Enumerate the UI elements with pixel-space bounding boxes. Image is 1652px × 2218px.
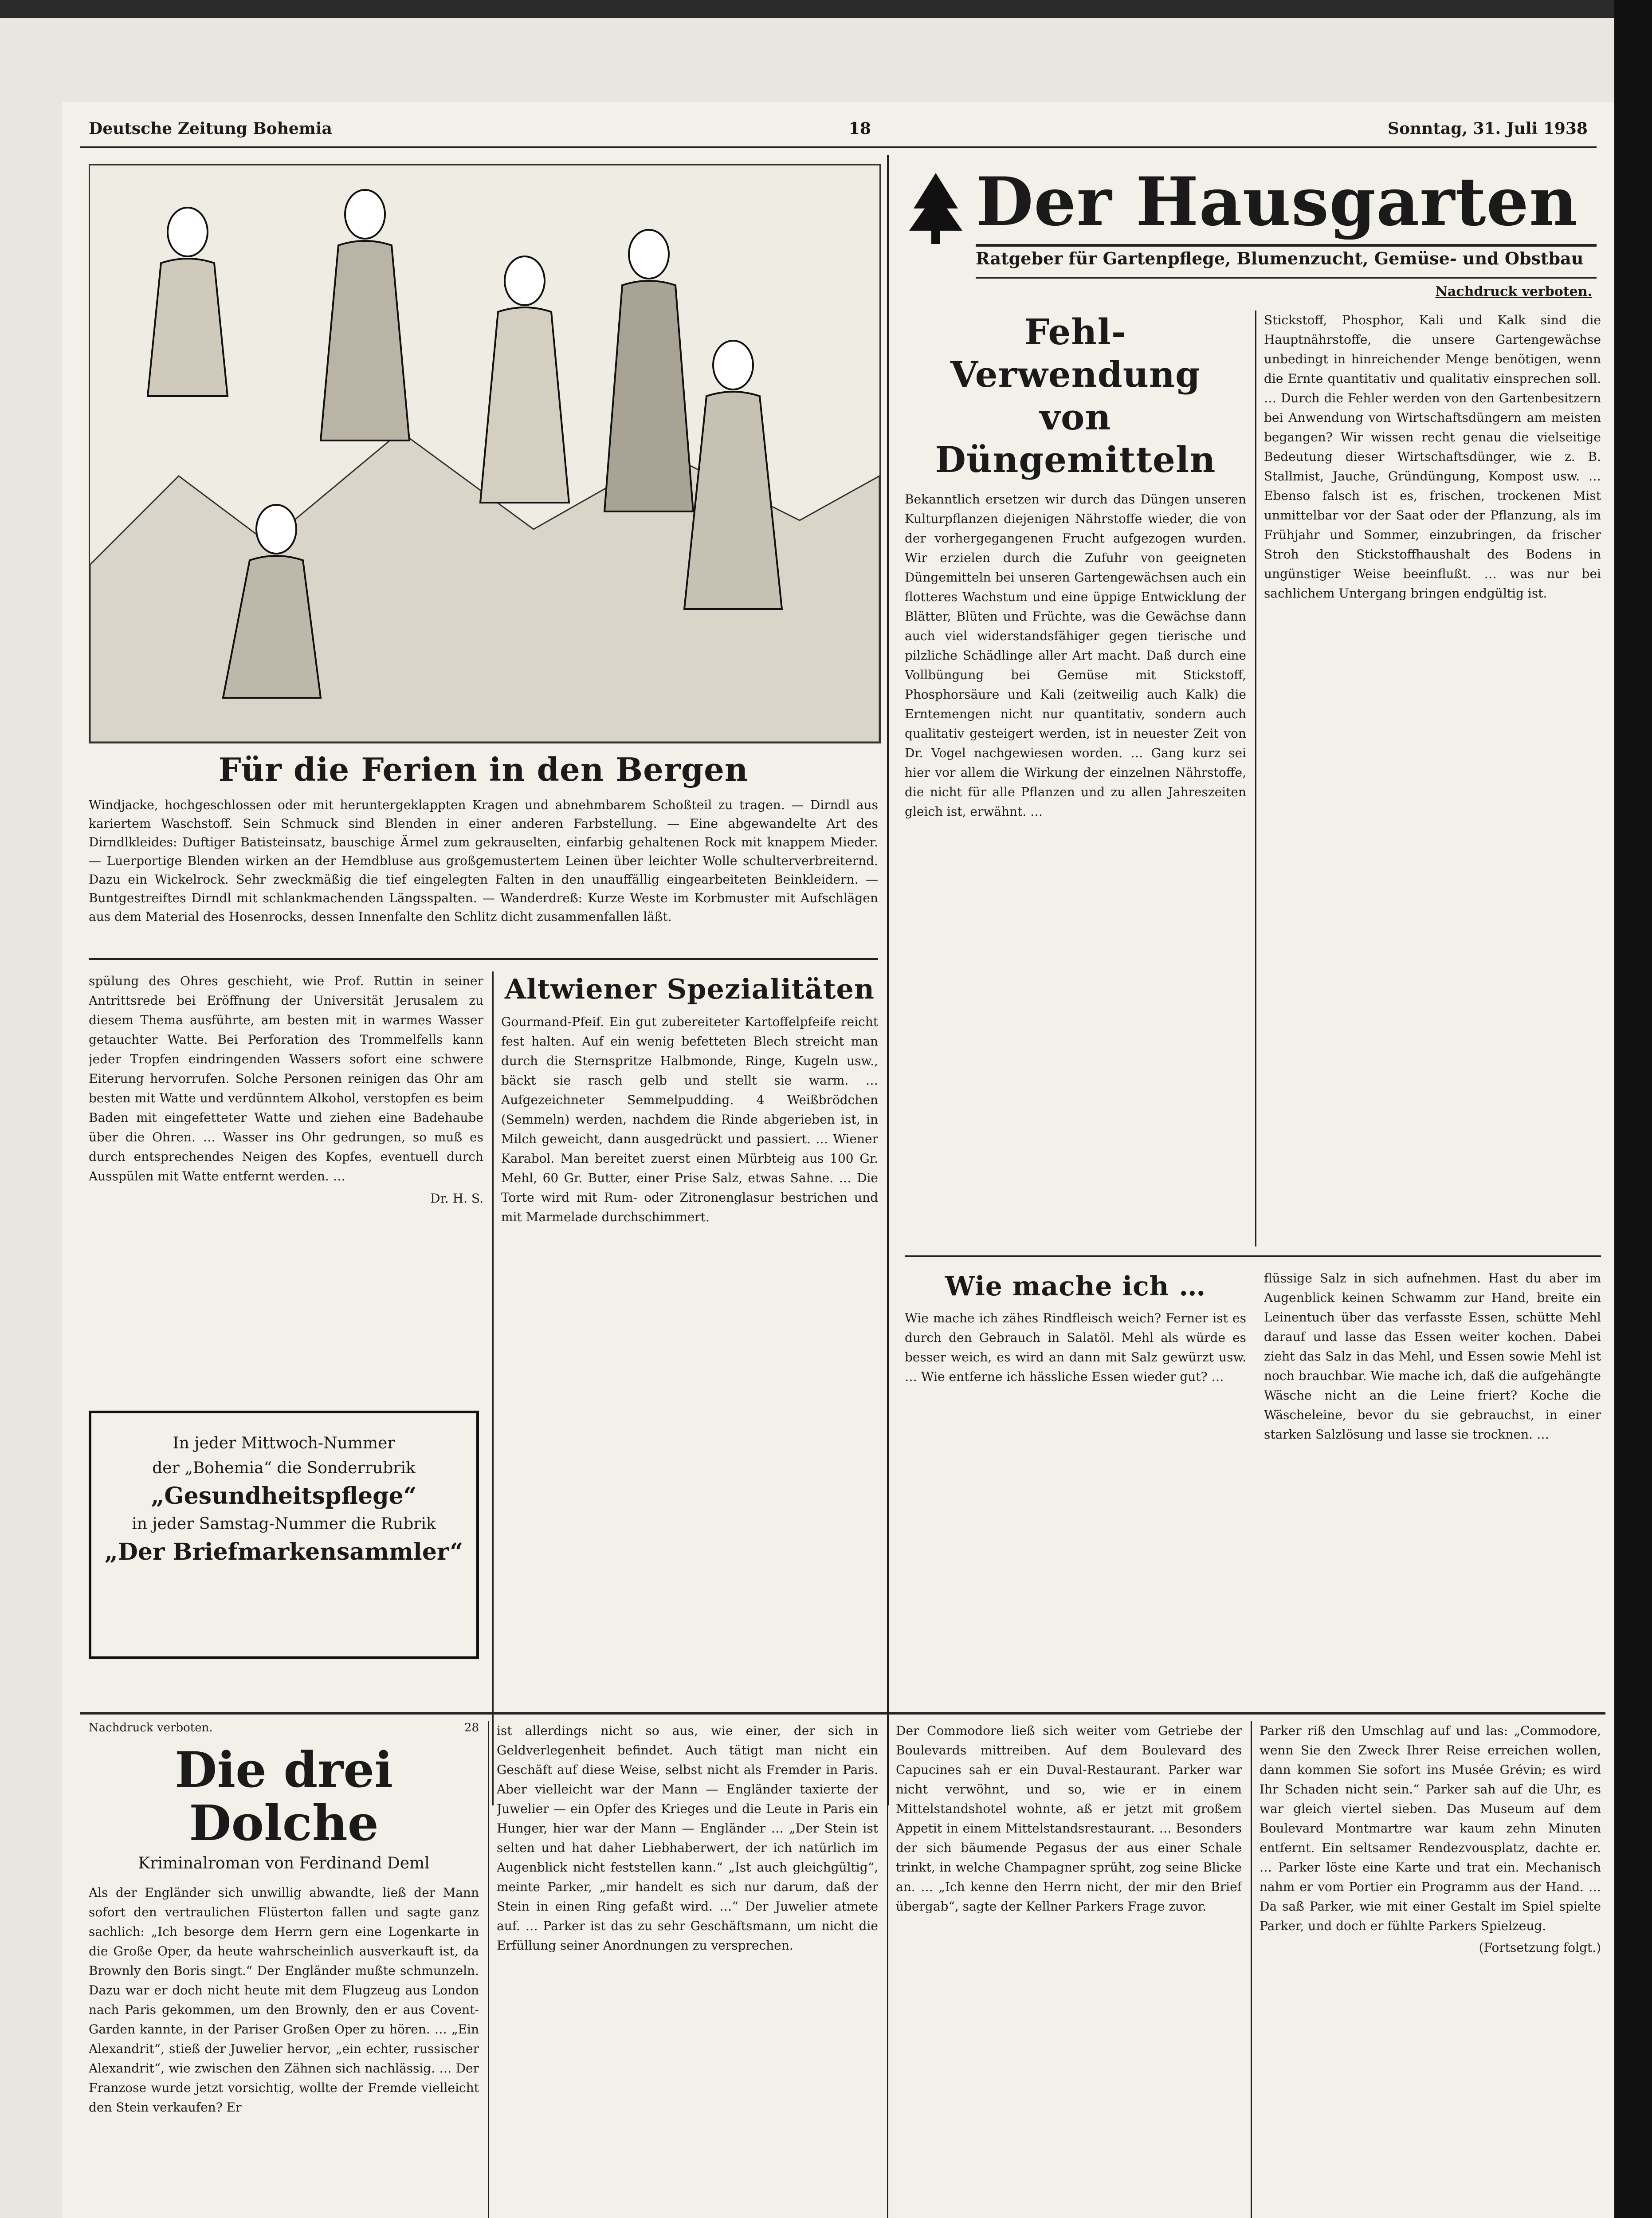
ear-article-author: Dr. H. S. [430, 1191, 483, 1206]
women-hiking-illustration [90, 165, 879, 742]
serial-text-col1: Als der Engländer sich unwillig abwandte, ließ der Mann sofort den vertraulichen Flüsterton fallen und sagte ganz sachlich: „Ich besorge dem Herrn gern eine Logenkarte in die Große Oper, da heute wahrscheinlich ausverkauft ist, da Brownly den Boris singt.“ Der Engländer mußte schmunzeln. Dazu war er doch nicht heute mit dem Flugzeug aus London nach Paris gekommen, um den Brownly, den er aus Covent-Garden kannte, in der Pariser Großen Oper zu hören. … „Ein Alexandrit“, stieß der Juwelier hervor, „ein echter, russischer Alexandrit“, wie zwischen den Zähnen sich nachlässig. … Der Franzose wurde jetzt vorsichtig, wollte der Fremde vielleicht den Stein verkaufen? Er [89, 1885, 479, 2115]
running-header [89, 115, 1588, 142]
serial-rule-3 [1251, 1721, 1252, 2218]
serial-text-col3: Der Commodore ließ sich weiter vom Getriebe der Boulevards mittreiben. Auf dem Boulevard des Capucines sah er ein Duval-Restaurant. Parker war nicht verwöhnt, und so, wie er in einem Mittelstandshotel wohnte, aß er jetzt mit großem Appetit in einem Mittelstandsrestaurant. … Besonders der sich bäumende Pegasus der aus einer Schale trinkt, in welche Champagner sprüht, zog seine Blicke an. … „Ich kenne den Herrn nicht, der mir den Brief übergab“, sagte der Kellner Parkers Frage zuvor. [896, 1723, 1242, 1914]
scan-top-edge [0, 0, 1652, 18]
fashion-illustration [89, 164, 881, 743]
duenger-text-col2: Stickstoff, Phosphor, Kali und Kalk sind die Haupt‍nährstoffe, die unsere Gartengewächse unbedingt in hinreichender Menge benötigen, wenn die Ernte quantitativ und qualitativ einsprechen soll. … Durch die Fehler werden von den Gartenbesitzern bei Anwendung von Wirtschaftsdüngern am meisten begangen? Wir wissen recht genau die vielseitige Bedeutung dieser Wirtschaftsdünger, wie z. B. Stallmist, Jauche, Gründüngung, Kompost usw. … Ebenso falsch ist es, frischen, trockenen Mist unmittelbar vor der Saat oder der Pflanzung, als im Frühjahr und Sommer, einzubringen, da frischer Stroh den Stickstoffhaushalt des Bodens in ungünstiger Weise beeinflußt. … was nur bei sachlichem Untergang bringen endgültig ist. [1264, 313, 1601, 601]
promo-line-1: In jeder Mittwoch-Nummer [173, 1434, 395, 1452]
altwiener-text: Gourmand-Pfeif. Ein gut zubereiteter Kartoffelpfeife reicht fest halten. Auf ein wenig befetteten Blech streicht man durch die Sternspritze Halbmonde, Ringe, Kugeln usw., bäckt sie rasch gelb und stellt sie warm. … Aufgezeichneter Semmelpudding. 4 Weißbrödchen (Semmeln) werden, nachdem die Rinde abgerieben ist, in Milch geweicht, dann ausgedrückt und passiert. … Wiener Karabol. Man bereitet zuerst einen Mürbteig aus 100 Gr. Mehl, 60 Gr. Butter, einer Prise Salz, etwas Sahne. … Die Torte wird mit Rum- oder Zitronenglasur bestrichen und mit Marmelade durchschimmert. [501, 1015, 878, 1224]
serial-text-col4: Parker riß den Umschlag auf und las: „Commodore, wenn Sie den Zweck Ihrer Reise erreichen wollen, dann kommen Sie sofort ins Musée Grévin; es wird Ihr Schaden nicht sein.“ Parker sah auf die Uhr, es war gleich viertel sieben. Das Museum auf dem Boulevard Montmartre war kaum zehn Minuten entfernt. Ein seltsamer Rendezvousplatz, dachte er. … Parker löste eine Karte und trat ein. Mechanisch nahm er vom Portier ein Programm aus der Hand. … Da saß Parker, wie mit einer Gestalt im Spiel spielte Parker, und doch er fühlte Parkers Spielzeug. [1260, 1723, 1601, 1933]
hausgarten-notice: Nachdruck verboten. [1435, 284, 1592, 299]
center-divider [887, 155, 889, 1805]
serial-rule-1 [488, 1721, 489, 2218]
serial-col1 [89, 1721, 479, 2218]
fashion-article [89, 750, 878, 945]
masthead-rule [976, 244, 1597, 247]
serial-col4 [1260, 1721, 1601, 2218]
garden-tree-icon [905, 169, 967, 248]
ear-article-text: spülung des Ohres geschieht, wie Prof. Ruttin in seiner Antrittsrede bei Eröffnung der Universität Jerusalem zu diesem Thema ausführte, am besten mit in warmes Wasser getauchter Watte. Bei Perforation des Trommelfells kann jeder Tropfen eindringenden Wassers sofort eine schwere Eiterung hervorrufen. Solche Personen reinigen das Ohr am besten mit Watte und verdünntem Alkohol, verstopfen es beim Baden mit eingefetteter Watte und ziehen eine Badehaube über die Ohren. … Wasser ins Ohr gedrungen, so muß es durch entsprechendes Neigen des Kopfes, eventuell durch Ausspülen mit Watte entfernt werden. … [89, 974, 483, 1184]
fashion-caption: Windjacke, hochgeschlossen oder mit heruntergeklappten Kragen und abnehmbarem Schoßteil zu tragen. — Dirndl aus kariertem Waschstoff. Sein Schmuck sind Blenden in einer anderen Farbstellung. — Eine abgewandelte Art des Dirndlkleides: Duftiger Batisteinsatz, bauschige Ärmel zum gekrauselten, einfarbig gehaltenen Rock mit knappem Mieder. — Luerportige Blenden wirken an der Hemdbluse aus großgemustertem Leinen über leichter Wolle schulterverbreiternd. Dazu ein Wickelrock. Sehr zweckmäßig die tief eingelegten Falten in den unauffällig eingearbeiteten Beinkleidern. — Buntgestreiftes Dirndl mit schlankmachenden Längsspalten. — Wanderdreß: Kurze Weste im Korbmuster mit Aufschlägen aus dem Material des Hosenrocks, dessen Innenfalte den Schlitz dicht zusammenfallen läßt. [89, 798, 878, 924]
page-number: 18 [848, 119, 871, 138]
serial-number: 28 [464, 1721, 479, 1734]
altwiener-article [501, 971, 878, 1805]
garden-column-rule [1255, 311, 1256, 1247]
serial-title: Die drei Dolche [174, 1741, 393, 1852]
duenger-title-line1: Fehl-Verwendung [950, 311, 1201, 395]
column-rule [492, 971, 494, 1805]
section-rule-left [89, 958, 878, 960]
newspaper-name: Deutsche Zeitung Bohemia [89, 119, 332, 138]
duenger-article [905, 311, 1246, 1242]
ear-article [89, 971, 483, 1402]
serial-notice: Nachdruck verboten. [89, 1721, 213, 1734]
wie-mache-text-col2: flüssige Salz in sich aufnehmen. Hast du aber im Augenblick keinen Schwamm zur Hand, breite ein Leinentuch über das verfasste Essen, schütte Mehl darauf und lasse das Essen weiter kochen. Dabei zieht das Salz in das Mehl, und Essen sowie Mehl ist noch brauchbar. Wie mache ich, daß die aufgehängte Wäsche nicht an die Leine friert? Koche die Wäscheleine, bevor du sie gebrauchst, in einer starken Salzlösung und lasse sie trocknen. … [1264, 1271, 1601, 1442]
duenger-text-col1: Bekanntlich ersetzen wir durch das Düngen unseren Kulturpflanzen diejenigen Nährstoffe wieder, die von der vorhergegangenen Frucht aufgezogen wurden. Wir erzielen durch die Zufuhr von geeigneten Düngemitteln bei unseren Gartengewächsen auch ein flotteres Wachstum und eine üppige Entwicklung der Blätter, Blüten und Früchte, was die Gewächse dann auch viel widerstandsfähiger gegen tierische und pilzliche Schädlinge aller Art macht. Daß durch eine Vollbüngung bei Gemüse mit Stickstoff, Phosphorsäure und Kali (zeitweilig auch Kalk) die Ernteme‍ngen nicht nur quantitativ, sondern auch qualitativ gesteigert werden, ist in neuester Zeit von Dr. Vogel nachgewiesen worden. … Gang kurz sei hier vor allem die Wirkung der einzelnen Nährstoffe, die nicht für alle Pflanzen und zu allen Jahreszeiten gleich ist, erwähnt. … [905, 492, 1246, 819]
promo-line-3: in jeder Samstag-Nummer die Rubrik [132, 1515, 436, 1533]
hausgarten-masthead: Der Hausgarten [976, 164, 1578, 240]
duenger-title-line2: von Düngemitteln [935, 396, 1216, 480]
promo-line-2: der „Bohemia“ die Sonderrubrik [152, 1459, 416, 1477]
serial-subtitle: Kriminalroman von Ferdinand Deml [138, 1854, 430, 1872]
issue-date: Sonntag, 31. Juli 1938 [1387, 119, 1588, 138]
promo-rubric-health: „Gesundheitspflege“ [151, 1483, 417, 1510]
hausgarten-subtitle: Ratgeber für Gartenpflege, Blumenzucht, Gemüse- und Obstbau [976, 248, 1584, 268]
newspaper-page [62, 102, 1614, 2218]
serial-rule-2 [887, 1721, 888, 2218]
scan-right-edge [1614, 0, 1652, 2218]
wie-mache-rule [905, 1255, 1601, 1257]
wie-mache-text-col1: Wie mache ich zähes Rindfleisch weich? Ferner ist es durch den Gebrauch in Salatöl. Mehl als würde es besser weich, es wird an dann mit Salz gewürzt usw. … Wie entferne ich hässliche Essen wieder gut? … [905, 1311, 1246, 1384]
wie-mache-title: Wie mache ich … [945, 1271, 1206, 1302]
subtitle-rule [976, 277, 1597, 279]
altwiener-title: Altwiener Spezialitäten [504, 973, 875, 1005]
serial-text-col2: ist allerdings nicht so aus, wie einer, der sich in Geldverlegenheit befindet. Auch tätigt man nicht ein Geschäft auf diese Weise, selbst nicht als Fremder in Paris. Aber vielleicht war der Mann — Engländer taxierte der Juwelier — ein Opfer des Krieges und die Leute in Paris ein Hunger, hier war der Mann — Engländer … „Der Stein ist selten und hat daher Liebhaberwert, der ich natürlich im Augenblick nicht feststellen kann.“ „Ist auch gleichgültig“, meinte Parker, „mir handelt es sich nur darum, daß der Stein in einen Ring gefaßt wird. …“ Der Juwelier atmete auf. … Parker ist das zu sehr Geschäftsmann, um nicht die Erfüllung seiner Anordnungen zu versprechen. [497, 1723, 878, 1953]
serial-header [89, 1721, 479, 1734]
header-rule [80, 146, 1597, 148]
fashion-title: Für die Ferien in den Bergen [218, 751, 749, 788]
promo-box [89, 1411, 479, 1659]
serial-top-rule [80, 1712, 1605, 1715]
wie-mache-article [905, 1269, 1246, 1526]
serial-continuation: (Fortsetzung folgt.) [1479, 1940, 1601, 1955]
promo-rubric-stamps: „Der Briefmarkensammler“ [104, 1538, 463, 1565]
